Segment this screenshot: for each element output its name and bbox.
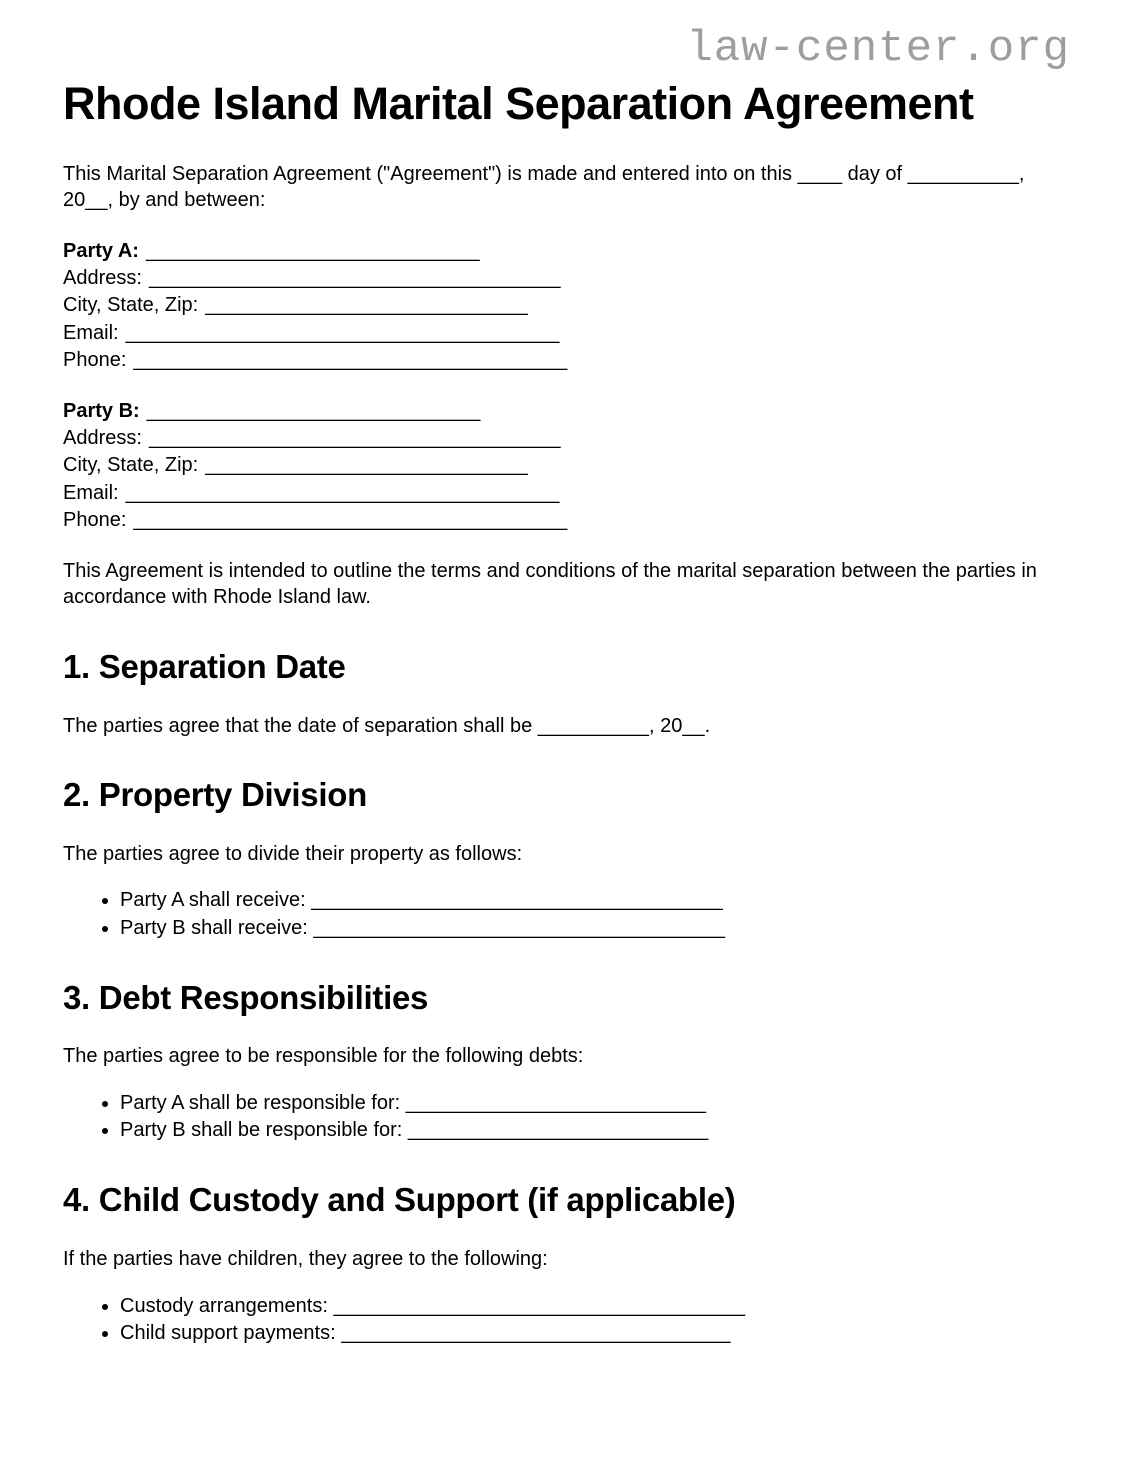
party-b-phone-line	[63, 507, 1070, 534]
party-b-address-blank: _____________________________________	[148, 427, 561, 450]
party-b-label: Party B:	[63, 399, 140, 422]
section-2-body: The parties agree to divide their property as follows:	[63, 842, 523, 865]
section-3-body: The parties agree to be responsible for the following debts:	[63, 1045, 584, 1068]
party-b-city-label: City, State, Zip:	[63, 454, 199, 477]
section-3-bullet-party-b: • Party B shall be responsible for: ___________________________	[120, 1117, 1070, 1144]
section-2-bullet-list	[63, 887, 1070, 941]
party-b-name-blank: ______________________________	[146, 399, 481, 422]
party-a-name-blank: ______________________________	[145, 240, 480, 263]
party-b-city-line	[63, 452, 1070, 479]
party-a-address-label: Address:	[63, 267, 142, 290]
party-a-address-blank: _____________________________________	[148, 267, 561, 290]
section-3-heading: 3. Debt Responsibilities	[63, 978, 429, 1016]
party-a-label: Party A:	[63, 240, 139, 263]
section-4-heading: 4. Child Custody and Support (if applicable)	[63, 1181, 736, 1219]
party-a-city-label: City, State, Zip:	[63, 294, 199, 317]
party-a-name-line	[63, 238, 1070, 265]
party-b-phone-blank: _______________________________________	[133, 508, 568, 531]
party-b-email-line	[63, 480, 1070, 507]
party-b-phone-label: Phone:	[63, 508, 127, 531]
section-1-heading: 1. Separation Date	[63, 648, 346, 686]
section-3-bullet-list	[63, 1090, 1070, 1144]
intro-paragraph: This Marital Separation Agreement ("Agreement") is made and entered into on this ____ day of __________, 20__, by and between:	[63, 162, 1025, 212]
document-title: Rhode Island Marital Separation Agreement	[63, 78, 974, 130]
party-b-city-blank: _____________________________	[205, 454, 528, 477]
section-2-bullet-party-b: • Party B shall receive: _____________________________________	[120, 915, 1070, 942]
section-1-body: The parties agree that the date of separation shall be __________, 20__.	[63, 714, 711, 737]
party-b-block	[63, 398, 1070, 534]
party-b-address-label: Address:	[63, 427, 142, 450]
party-a-address-line	[63, 265, 1070, 292]
purpose-paragraph: This Agreement is intended to outline the terms and conditions of the marital separation between the parties in accordance with Rhode Island law.	[63, 559, 1037, 609]
section-4-bullet-support: • Child support payments: ___________________________________	[120, 1320, 1070, 1347]
party-b-address-line	[63, 425, 1070, 452]
section-4-bullet-list	[63, 1293, 1070, 1347]
party-a-city-line	[63, 292, 1070, 319]
section-2-heading: 2. Property Division	[63, 776, 367, 814]
party-a-email-label: Email:	[63, 321, 119, 344]
party-b-email-blank: _______________________________________	[125, 481, 560, 504]
party-b-name-line	[63, 398, 1070, 425]
party-a-phone-blank: _______________________________________	[133, 348, 568, 371]
party-a-email-line	[63, 320, 1070, 347]
party-a-block	[63, 238, 1070, 374]
site-brand: law-center.org	[686, 24, 1070, 74]
party-a-city-blank: _____________________________	[205, 294, 528, 317]
party-a-phone-line	[63, 347, 1070, 374]
section-4-body: If the parties have children, they agree to the following:	[63, 1247, 548, 1270]
party-a-phone-label: Phone:	[63, 348, 127, 371]
party-a-email-blank: _______________________________________	[125, 321, 560, 344]
section-3-bullet-party-a: • Party A shall be responsible for: ___________________________	[120, 1090, 1070, 1117]
section-4-bullet-custody: • Custody arrangements: _____________________________________	[120, 1293, 1070, 1320]
party-b-email-label: Email:	[63, 481, 119, 504]
section-2-bullet-party-a: • Party A shall receive: _____________________________________	[120, 887, 1070, 914]
